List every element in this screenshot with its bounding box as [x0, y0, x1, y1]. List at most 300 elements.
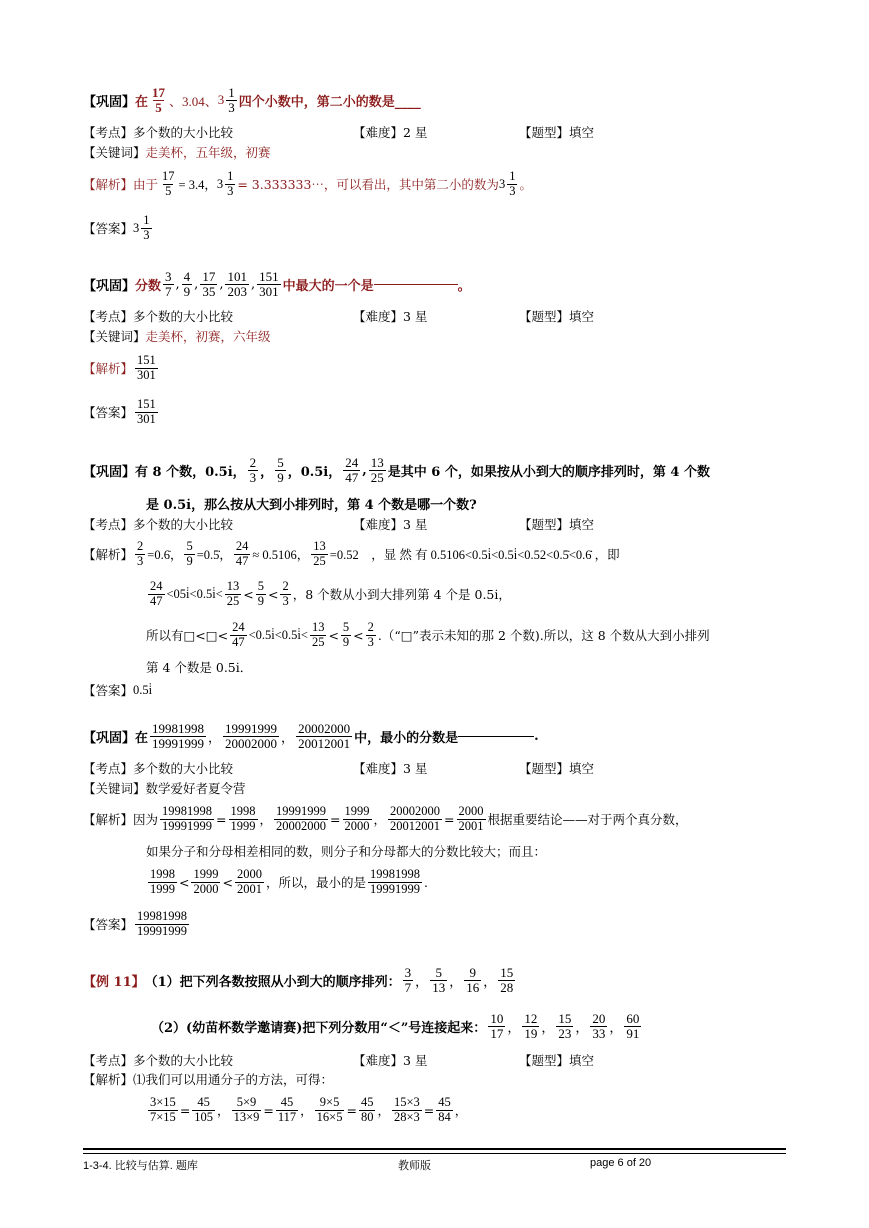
frac	[315, 1096, 345, 1123]
frac-num: 5×9	[236, 1095, 257, 1110]
frac	[223, 722, 279, 750]
frac-den: 28	[500, 979, 514, 995]
ex11-kaodian: 【考点】多个数的大小比较	[83, 1053, 234, 1068]
analysis-text: =0.6̇，	[147, 548, 183, 562]
q3-meta	[83, 514, 786, 534]
frac-2-3	[366, 621, 376, 648]
frac-num: 1	[143, 213, 150, 228]
frac-den: 1999	[230, 818, 256, 833]
frac-den: 301	[259, 283, 279, 299]
footer-left: 1-3-4. 比较与估算. 题库	[83, 1160, 198, 1172]
frac	[232, 1096, 262, 1123]
answer-frac	[135, 910, 189, 937]
answer-value	[133, 214, 154, 241]
frac-den: 16×5	[316, 1109, 343, 1124]
frac-den: 19991999	[152, 735, 205, 751]
frac	[522, 1012, 539, 1040]
frac-num: 1	[228, 84, 235, 100]
frac-num: 45	[360, 1095, 374, 1110]
q4-answer	[83, 902, 786, 946]
frac-num: 20002000	[390, 804, 441, 819]
frac-den: 9	[186, 553, 193, 568]
mixed-frac	[225, 170, 235, 197]
frac-den: 47	[232, 634, 245, 649]
mixed-whole: 3	[217, 92, 225, 107]
analysis-text: 第 4 个数是 0.5i̇．	[146, 660, 253, 675]
analysis-label: 【解析】	[83, 1072, 134, 1087]
q2-tag: 【巩固】	[83, 278, 136, 294]
frac-num: 19981998	[152, 720, 205, 736]
analysis-label: 【解析】	[83, 812, 134, 827]
q3-text: 有 8 个数，0.5i̇，	[135, 464, 246, 480]
frac	[430, 966, 447, 994]
keyword-label: 【关键词】	[83, 329, 146, 344]
frac-num: 3	[165, 268, 172, 284]
q3-prompt-line2	[83, 492, 786, 514]
separator: ，	[454, 1103, 468, 1118]
frac-num: 3	[404, 964, 412, 980]
frac-num: 24	[232, 620, 245, 635]
frac-num: 9	[469, 964, 476, 980]
frac	[498, 966, 515, 994]
frac-den: 3	[228, 99, 235, 115]
frac-num: 17	[162, 169, 175, 184]
frac-den: 7×15	[150, 1109, 176, 1124]
q4-kaodian: 【考点】多个数的大小比较	[83, 761, 234, 776]
analysis-label: 【解析】	[83, 547, 134, 562]
q2-tixing: 【题型】填空	[519, 309, 595, 324]
analysis-text: 由于	[133, 177, 159, 192]
question-4	[83, 714, 786, 946]
frac-num: 1998	[150, 867, 175, 882]
frac-num: 19991999	[225, 720, 278, 736]
ex11-equations	[83, 1088, 786, 1132]
q3-text: 是其中 6 个，如果按从小到大的顺序排列时，第 4 个数	[387, 464, 710, 480]
q2-analysis	[83, 346, 786, 390]
q4-analysis-line1: 【解析】 因为 $\frac{19981998}{19991999}$ = $\frac{1998}{1999}$ ， $\frac{19991999}{20002000}$ = $\frac{1999}{2000}$ ， $\frac{20002000}{20012001}$ = $\frac{2000}{2001}$ 根据重要结论——对于两个真分数，	[83, 804, 688, 833]
frac-den: 25	[311, 634, 325, 649]
q4-prefix: 在	[135, 730, 149, 746]
ex11-tag: 【例 11】	[83, 974, 145, 990]
frac	[368, 868, 422, 895]
frac-den: 47	[345, 469, 359, 485]
q1-analysis	[83, 162, 786, 206]
answer-label: 【答案】	[83, 221, 134, 236]
frac-den: 25	[226, 593, 240, 608]
q3-tag: 【巩固】	[83, 464, 136, 480]
q1-keywords	[83, 142, 786, 162]
mixed-frac	[141, 214, 151, 241]
frac-num: 151	[137, 353, 156, 368]
separator: ，	[575, 1020, 589, 1036]
frac-num: 5	[342, 620, 350, 635]
frac-2-3	[248, 456, 259, 484]
q1-sep: 、3.04、	[169, 93, 218, 109]
frac-den: 19	[524, 1025, 538, 1041]
frac-den: 3	[227, 183, 234, 198]
frac-den: 19991999	[137, 923, 188, 938]
q2-end: 。	[457, 278, 471, 294]
keyword-text: 【关键词】数学爱好者夏令营	[83, 781, 246, 796]
separator: ,	[175, 276, 180, 292]
frac-num: 5	[186, 539, 193, 554]
separator: ，	[208, 730, 222, 746]
analysis-frac	[135, 354, 158, 381]
frac-den: 3	[509, 183, 516, 198]
analysis-text: =0.5̇，	[196, 548, 232, 562]
frac-den: 5	[155, 99, 162, 115]
separator: ，	[300, 1103, 313, 1118]
q4-prompt	[83, 714, 786, 758]
q4-analysis-line3: $\frac{1998}{1999}$ < $\frac{1999}{2000}$ < $\frac{2000}{2001}$ ，所以，最小的是 $\frac{19981998}{19991999}$ .	[150, 867, 428, 896]
analysis-text: 如果分子和分母相差相同的数，则分子和分母都大的分数比较大；而且：	[146, 844, 547, 859]
q2-suffix: 中最大的一个是	[282, 278, 374, 294]
ex11-meta	[83, 1050, 786, 1070]
frac-num: 24	[150, 579, 163, 594]
frac	[392, 1096, 422, 1123]
frac	[257, 270, 281, 298]
frac-num: 15×3	[393, 1095, 420, 1110]
analysis-text: 所以有□<□<	[146, 628, 229, 643]
q3-analysis-line3: 所以有□<□< $\frac{24}{47}$ <0.5i̇<0.5i̇< $\frac{13}{25}$ < $\frac{5}{9}$ < $\frac{2}{3}$ .（“□”表示未知的那 2 个数).所以，这 8 个数从大到小排列	[146, 620, 710, 649]
ex11-tixing: 【题型】填空	[519, 1053, 595, 1068]
frac-num: 101	[227, 268, 247, 284]
separator: ，	[217, 1103, 230, 1118]
analysis-text: ，所以，最小的是	[265, 875, 366, 890]
q2-fraction-list	[161, 270, 283, 298]
frac	[296, 722, 352, 750]
separator: ，	[415, 974, 429, 990]
analysis-text: ，8 个数从小到大排列第 4 个是 0.5i̇，	[292, 587, 511, 602]
analysis-text: .（“□”表示未知的那 2 个数).所以，这 8 个数从大到小排列	[377, 628, 710, 643]
frac	[464, 966, 481, 994]
frac-num: 1998	[230, 804, 256, 819]
frac-den: 16	[466, 979, 480, 995]
q3-analysis-line2: $\frac{24}{47}$ <05i̇<0.5i̇< $\frac{13}{25}$ < $\frac{5}{9}$ < $\frac{2}{3}$ ，8 个数从小到大排列第 4 个是 0.5i̇，	[150, 579, 511, 608]
frac-num: 1999	[193, 867, 219, 882]
separator: ，	[507, 1020, 521, 1036]
frac-num: 45	[280, 1095, 294, 1110]
frac	[148, 868, 177, 895]
frac-den: 20012001	[390, 818, 441, 833]
frac-num: 15	[500, 964, 514, 980]
frac	[276, 1096, 298, 1123]
frac-den: 91	[626, 1025, 640, 1041]
analysis-label: 【解析】	[83, 177, 134, 192]
q1-answer	[83, 206, 786, 250]
separator: ，	[449, 974, 463, 990]
frac-den: 19991999	[162, 818, 213, 833]
frac-num: 24	[235, 539, 249, 554]
mixed-whole: 3	[216, 176, 224, 191]
ex11-nandu: 【难度】3 星	[353, 1053, 428, 1068]
ex11-part1	[83, 958, 786, 1002]
mixed-answer	[499, 170, 520, 197]
frac-2-3	[135, 540, 145, 567]
q2-prefix: 分数	[135, 278, 162, 294]
frac-num: 2000	[458, 804, 484, 819]
frac-13-25	[310, 621, 327, 648]
answer-label: 【答案】	[83, 683, 134, 698]
frac	[556, 1012, 573, 1040]
q1-prompt	[83, 78, 786, 122]
frac-13-25	[311, 540, 328, 567]
q4-meta	[83, 758, 786, 778]
ex11-part2	[83, 1002, 786, 1050]
frac-den: 28×3	[393, 1109, 420, 1124]
q3-answer	[83, 678, 786, 702]
equals-sign: =	[179, 1102, 191, 1118]
answer-blank	[458, 736, 534, 737]
frac	[457, 805, 486, 832]
frac	[436, 1096, 453, 1123]
frac-den: 84	[438, 1109, 451, 1124]
q1-suffix: 四个小数中，第二小的数是____	[238, 94, 421, 110]
mixed-whole: 3	[498, 176, 506, 191]
separator: ，	[281, 730, 295, 746]
frac-17-5	[160, 170, 177, 197]
analysis-text: 根据重要结论——对于两个真分数，	[487, 812, 688, 827]
separator: ,	[250, 276, 256, 292]
frac-num: 3×15	[150, 1095, 176, 1110]
frac-den: 1999	[150, 881, 175, 896]
frac	[192, 1096, 215, 1123]
frac-den: 9	[342, 634, 350, 649]
frac-den: 13	[432, 979, 446, 995]
frac-den: 2001	[236, 881, 262, 896]
q4-tag: 【巩固】	[83, 730, 136, 746]
q4-analysis-line2	[83, 840, 786, 862]
frac	[200, 270, 217, 298]
frac	[488, 1012, 505, 1040]
frac	[160, 805, 214, 832]
analysis-text: = 3.333333⋯，可以看出，其中第二小的数为	[237, 177, 499, 192]
frac-den: 7	[404, 979, 412, 995]
equals-sign: =	[423, 1102, 435, 1118]
frac-24-47	[230, 621, 247, 648]
answer-blank	[374, 284, 458, 285]
separator: ，	[541, 1020, 555, 1036]
frac-num: 60	[626, 1010, 640, 1026]
frac-24-47	[343, 456, 360, 484]
frac-13-25	[225, 580, 242, 607]
frac-den: 3	[282, 593, 289, 608]
q2-keywords	[83, 326, 786, 346]
q3-mid: ，0.5i，	[287, 464, 342, 480]
separator: ,	[219, 276, 224, 292]
frac-den: 33	[592, 1025, 606, 1041]
frac-den: 301	[137, 367, 156, 382]
frac-num: 5	[257, 579, 264, 594]
frac-num: 1	[509, 169, 516, 184]
q4-end: .	[534, 728, 539, 744]
frac-2-3	[280, 580, 290, 607]
q4-suffix: 中，最小的分数是	[354, 730, 459, 746]
frac-13-25	[369, 456, 386, 484]
frac-num: 2	[249, 454, 257, 470]
analysis-text: = 3.4，	[178, 178, 217, 192]
mixed-3-1-3	[217, 170, 238, 197]
frac-den: 2000	[344, 818, 370, 833]
frac-num: 151	[137, 397, 156, 412]
analysis-text: 因为	[133, 812, 159, 827]
frac-den: 301	[137, 411, 156, 426]
q2-kaodian: 【考点】多个数的大小比较	[83, 309, 234, 324]
mixed-whole: 3	[133, 220, 140, 235]
frac-num: 2	[282, 579, 289, 594]
q1-kaodian: 【考点】多个数的大小比较	[83, 125, 234, 140]
frac-5-9	[184, 540, 194, 567]
frac	[191, 868, 220, 895]
ex11-part2-fractions	[486, 1012, 643, 1040]
frac-num: 13	[313, 539, 326, 554]
frac-num: 9×5	[319, 1095, 340, 1110]
frac	[148, 1096, 178, 1123]
frac	[624, 1012, 641, 1040]
separator: ，	[483, 974, 497, 990]
frac-den: 5	[165, 183, 172, 198]
q1-frac-17-5	[150, 86, 167, 114]
q3-nandu: 【难度】3 星	[353, 517, 428, 532]
frac-den: 3	[137, 553, 144, 568]
frac-den: 13×9	[233, 1109, 260, 1124]
equals-sign: =	[346, 1102, 357, 1118]
frac	[235, 868, 264, 895]
frac-num: 20002000	[298, 720, 351, 736]
frac-num: 2	[367, 620, 374, 635]
frac	[163, 270, 174, 298]
frac-den: 80	[360, 1109, 374, 1124]
keyword-text: 走美杯，初赛，六年级	[145, 329, 271, 344]
answer-frac	[135, 398, 158, 425]
q3-analysis-line1	[83, 534, 786, 574]
frac-num: 2000	[236, 867, 262, 882]
frac-den: 9	[257, 593, 264, 608]
q2-meta	[83, 306, 786, 326]
keyword-text: 走美杯，五年级，初赛	[145, 145, 271, 160]
frac-den: 9	[183, 283, 191, 299]
frac	[590, 1012, 607, 1040]
frac-den: 203	[227, 283, 247, 299]
q2-prompt	[83, 262, 786, 306]
separator: ，	[377, 1103, 390, 1118]
frac-num: 13	[311, 620, 325, 635]
frac-num: 17	[152, 84, 166, 100]
frac	[150, 722, 206, 750]
q1-nandu: 【难度】2 星	[353, 125, 428, 140]
frac	[343, 805, 372, 832]
frac-num: 1	[227, 169, 234, 184]
q4-fraction-list	[148, 722, 354, 750]
q3-prompt-line1: 【巩固】 有 8 个数，0.5i̇， $\frac{2}{3}$ ， $\frac{5}{9}$ ，0.5i， $\frac{24}{47}$ , $\frac{13}{25}$ 是其中 6 个，如果按从小到大的顺序排列时，第 4 个数	[83, 454, 710, 485]
analysis-text: <0.5i̇<0.5i̇<	[248, 627, 308, 642]
q3-text: 是 0.5i̇，那么按从大到小排列时，第 4 个数是哪一个数?	[146, 497, 477, 513]
ex11-part2-text: （2）(幼苗杯数学邀请赛)把下列分数用“＜”号连接起来：	[151, 1020, 487, 1036]
frac-num: 45	[438, 1095, 451, 1110]
frac-den: 2000	[193, 881, 219, 896]
frac-num: 10	[490, 1010, 504, 1026]
frac-num: 45	[197, 1095, 210, 1110]
frac-den: 3	[367, 634, 374, 649]
frac-num: 5	[435, 964, 442, 980]
q4-keywords	[83, 778, 786, 798]
question-3	[83, 448, 786, 702]
frac-num: 19991999	[276, 804, 327, 819]
frac-24-47	[148, 580, 165, 607]
frac-den: 3	[143, 227, 150, 242]
question-2	[83, 262, 786, 434]
frac-5-9	[275, 456, 286, 484]
equals-sign: =	[263, 1102, 274, 1118]
analysis-text: =0.52 ，显 然 有 0.5106<0.5i̇<0.5i̇<0.52<0.5̇<0.6̇ ，即	[329, 548, 620, 562]
frac-num: 4	[183, 268, 191, 284]
frac	[403, 966, 414, 994]
frac-den: 105	[194, 1109, 214, 1124]
frac	[182, 270, 193, 298]
analysis-text: ≈ 0.5106，	[252, 548, 310, 562]
frac-den: 35	[202, 283, 216, 299]
frac-num: 19981998	[137, 909, 188, 924]
answer-label: 【答案】	[83, 917, 134, 932]
separator: ,	[194, 276, 199, 292]
footer-rule-thin	[83, 1153, 786, 1154]
footer-center: 教师版	[398, 1160, 431, 1172]
frac-den: 3	[249, 469, 257, 485]
frac-den: 23	[558, 1025, 572, 1041]
frac-den: 117	[277, 1109, 297, 1124]
frac	[225, 270, 249, 298]
frac-den: 47	[235, 553, 249, 568]
frac-den: 25	[370, 469, 384, 485]
q4-nandu: 【难度】3 星	[353, 761, 428, 776]
frac-num: 1999	[344, 804, 370, 819]
analysis-text: ⑴我们可以用通分子的方法，可得：	[133, 1072, 334, 1087]
frac-num: 13	[226, 579, 240, 594]
frac-num: 13	[370, 454, 384, 470]
ex11-part1-text: （1）把下列各数按照从小到大的顺序排列：	[144, 974, 401, 990]
frac-num: 19981998	[369, 867, 420, 882]
q3-kaodian: 【考点】多个数的大小比较	[83, 517, 234, 532]
q1-meta	[83, 122, 786, 142]
frac-num: 2	[137, 539, 144, 554]
analysis-text: <05i̇<0.5i̇<	[166, 586, 223, 601]
frac-5-9	[341, 621, 351, 648]
q3-analysis-line4	[83, 656, 786, 678]
separator: ，	[609, 1020, 623, 1036]
keyword-label: 【关键词】	[83, 145, 146, 160]
frac-num: 20	[592, 1010, 606, 1026]
frac-num: 151	[259, 268, 279, 284]
q3-tixing: 【题型】填空	[519, 517, 595, 532]
mixed-frac	[226, 86, 237, 114]
answer-value: 0.5i̇	[133, 682, 153, 697]
frac-den: 7	[165, 283, 172, 299]
frac-24-47	[234, 540, 251, 567]
frac-den: 17	[490, 1025, 504, 1041]
frac-num: 12	[524, 1010, 538, 1026]
mixed-frac	[507, 170, 517, 197]
footer-page: page 6 of 20	[590, 1157, 652, 1169]
ex11-part1-fractions	[401, 966, 518, 994]
frac-num: 19981998	[162, 804, 213, 819]
frac-den: 20002000	[225, 735, 278, 751]
frac-den: 47	[150, 593, 163, 608]
frac	[359, 1096, 376, 1123]
q1-tixing: 【题型】填空	[519, 125, 595, 140]
question-1	[83, 78, 786, 250]
footer-rule	[83, 1148, 786, 1150]
q1-mixed	[218, 86, 239, 114]
